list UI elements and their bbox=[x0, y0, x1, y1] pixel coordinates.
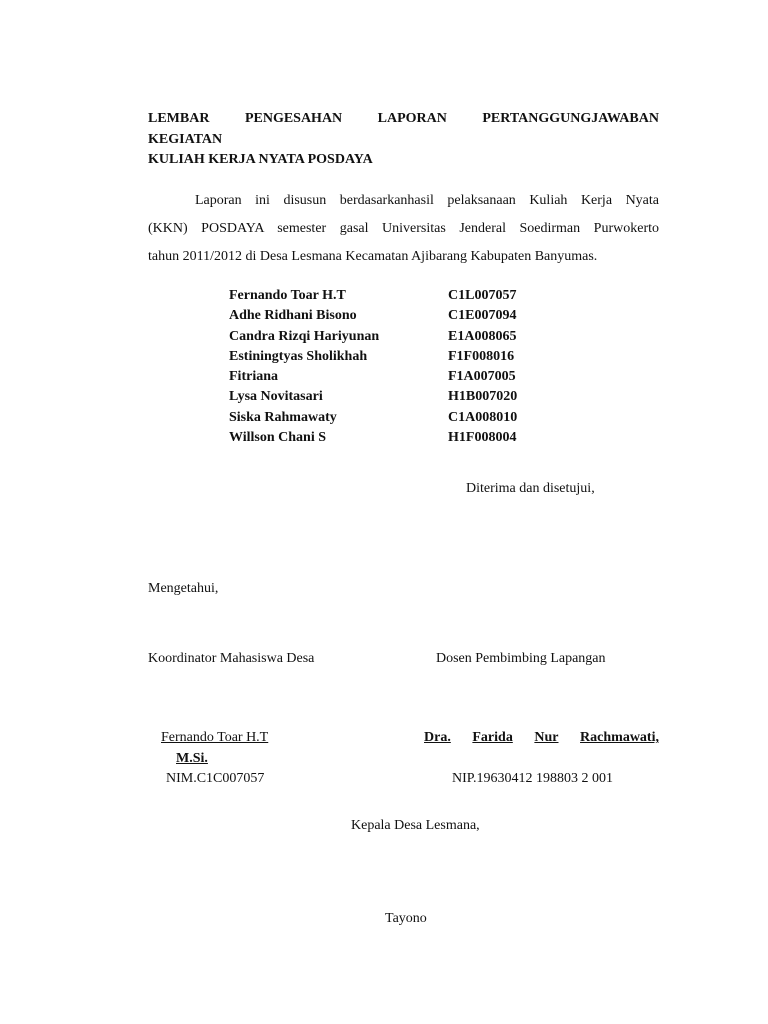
member-row bbox=[229, 327, 649, 347]
member-row bbox=[229, 428, 649, 448]
member-row bbox=[229, 387, 649, 407]
intro-line-1: Laporan ini disusun berdasarkanhasil pelaksanaan Kuliah Kerja Nyata bbox=[195, 193, 659, 208]
member-nim: C1A008010 bbox=[448, 409, 518, 425]
member-nim: E1A008065 bbox=[448, 328, 517, 344]
member-name: Fernando Toar H.T bbox=[229, 288, 346, 303]
member-nim: H1F008004 bbox=[448, 430, 517, 446]
member-list bbox=[229, 286, 649, 448]
member-nim: H1B007020 bbox=[448, 389, 518, 405]
title-word: PENGESAHAN bbox=[244, 111, 343, 126]
member-name: Fitriana bbox=[229, 369, 278, 385]
left-signatory-id: NIM.C1C007057 bbox=[166, 771, 265, 786]
title-line-1 bbox=[148, 111, 659, 127]
title-word: LEMBAR bbox=[148, 111, 210, 126]
title-word: PERTANGGUNGJAWABAN bbox=[482, 111, 659, 126]
known-text: Mengetahui, bbox=[148, 581, 219, 596]
right-signatory-name bbox=[424, 730, 659, 746]
member-row bbox=[229, 367, 649, 387]
member-nim: F1F008016 bbox=[448, 348, 515, 364]
member-row bbox=[229, 408, 649, 428]
member-nim: C1L007057 bbox=[448, 288, 517, 303]
right-signatory-title-suffix: M.Si. bbox=[176, 751, 208, 766]
left-signatory-name: Fernando Toar H.T bbox=[161, 730, 269, 745]
name-word: Dra. bbox=[424, 730, 451, 745]
village-head-role: Kepala Desa Lesmana, bbox=[351, 818, 480, 833]
title-line-3: KULIAH KERJA NYATA POSDAYA bbox=[148, 152, 373, 167]
member-row bbox=[229, 306, 649, 326]
left-signatory-role: Koordinator Mahasiswa Desa bbox=[148, 651, 315, 666]
member-nim: F1A007005 bbox=[448, 369, 516, 385]
intro-line-3: tahun 2011/2012 di Desa Lesmana Kecamatan Ajibarang Kabupaten Banyumas. bbox=[148, 249, 598, 264]
accepted-text: Diterima dan disetujui, bbox=[466, 481, 595, 496]
member-row bbox=[229, 286, 649, 306]
name-word: Farida bbox=[472, 730, 513, 745]
member-name: Siska Rahmawaty bbox=[229, 409, 337, 425]
member-name: Adhe Ridhani Bisono bbox=[229, 308, 357, 324]
intro-paragraph bbox=[148, 187, 659, 271]
right-signatory-id: NIP.19630412 198803 2 001 bbox=[452, 771, 614, 786]
member-name: Lysa Novitasari bbox=[229, 389, 323, 405]
title-word: LAPORAN bbox=[377, 111, 447, 126]
name-word: Nur bbox=[534, 730, 559, 745]
village-head-name: Tayono bbox=[385, 911, 427, 926]
member-name: Candra Rizqi Hariyunan bbox=[229, 328, 380, 344]
title-line-2: KEGIATAN bbox=[148, 132, 223, 147]
member-row bbox=[229, 347, 649, 367]
member-name: Estiningtyas Sholikhah bbox=[229, 348, 368, 364]
name-word: Rachmawati, bbox=[580, 730, 659, 745]
intro-line-2: (KKN) POSDAYA semester gasal Universitas Jenderal Soedirman Purwokerto bbox=[148, 221, 659, 236]
member-nim: C1E007094 bbox=[448, 308, 517, 324]
member-name: Willson Chani S bbox=[229, 430, 327, 446]
right-signatory-role: Dosen Pembimbing Lapangan bbox=[436, 651, 606, 666]
